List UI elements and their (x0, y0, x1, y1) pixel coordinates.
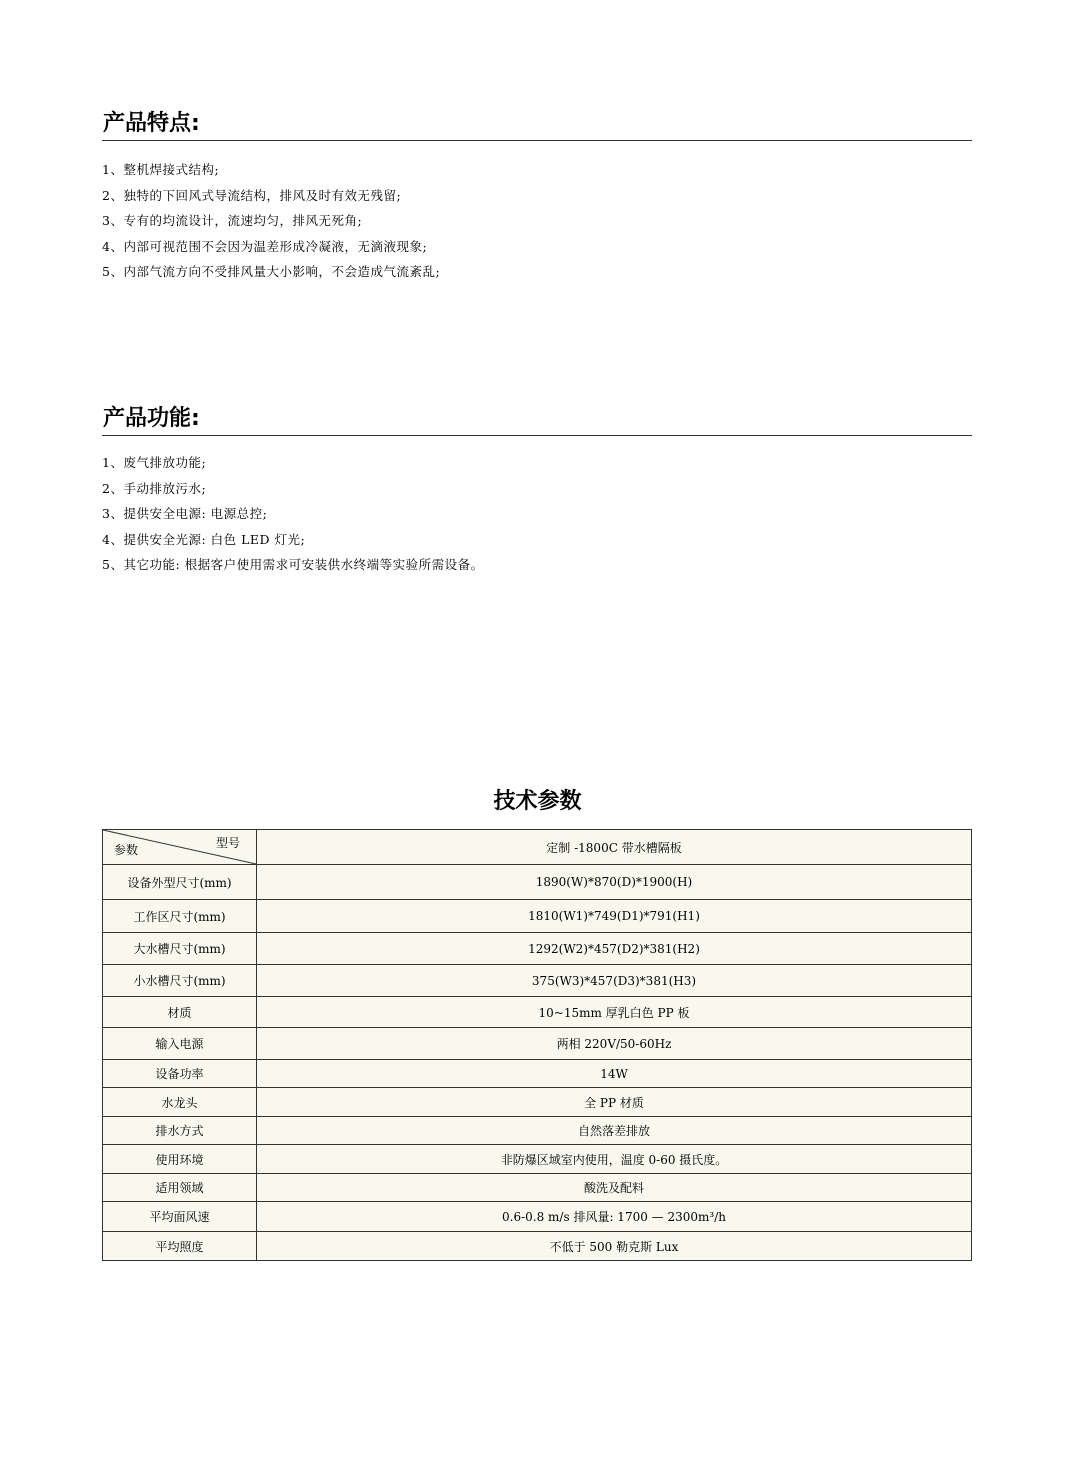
list-item: 5、其它功能: 根据客户使用需求可安装供水终端等实验所需设备。 (102, 557, 484, 572)
functions-section (102, 405, 972, 578)
list-item: 5、内部气流方向不受排风量大小影响，不会造成气流紊乱; (102, 264, 441, 279)
functions-title: 产品功能: (102, 405, 972, 436)
row-label: 水龙头 (103, 1088, 257, 1117)
row-value: 1810(W1)*749(D1)*791(H1) (257, 900, 972, 933)
features-list (102, 157, 972, 285)
row-value: 两相 220V/50-60Hz (257, 1028, 972, 1060)
row-label: 小水槽尺寸(mm) (103, 965, 257, 997)
table-row (103, 1088, 972, 1117)
list-item: 3、专有的均流设计，流速均匀，排风无死角; (102, 213, 363, 228)
table-row (103, 1174, 972, 1202)
list-item: 1、整机焊接式结构; (102, 162, 220, 177)
table-row (103, 1145, 972, 1174)
table-row (103, 830, 972, 865)
list-item: 4、提供安全光源: 白色 LED 灯光; (102, 531, 306, 547)
header-diagonal-cell (103, 830, 257, 865)
table-row (103, 933, 972, 965)
row-label: 使用环境 (103, 1145, 257, 1174)
table-row (103, 1202, 972, 1232)
row-label: 适用领域 (103, 1174, 257, 1202)
specs-title: 技术参数 (493, 789, 582, 814)
row-value: 1292(W2)*457(D2)*381(H2) (257, 933, 972, 965)
features-title: 产品特点: (102, 110, 972, 141)
row-value: 14W (257, 1060, 972, 1088)
row-value: 非防爆区域室内使用，温度 0-60 摄氏度。 (257, 1145, 972, 1174)
list-item: 3、提供安全电源: 电源总控; (102, 506, 268, 521)
row-value: 1890(W)*870(D)*1900(H) (257, 865, 972, 900)
row-value: 0.6-0.8 m/s 排风量: 1700 — 2300m³/h (257, 1202, 972, 1232)
features-section (102, 110, 972, 285)
table-row (103, 1232, 972, 1261)
row-value: 10~15mm 厚乳白色 PP 板 (257, 997, 972, 1028)
header-model-label: 型号 (215, 836, 240, 850)
table-row (103, 1060, 972, 1088)
list-item: 4、内部可视范围不会因为温差形成冷凝液，无滴液现象; (102, 238, 428, 254)
table-row (103, 1028, 972, 1060)
list-item: 2、独特的下回风式导流结构，排风及时有效无残留; (102, 187, 402, 203)
row-label: 排水方式 (103, 1117, 257, 1145)
row-label: 设备功率 (103, 1060, 257, 1088)
model-value: 定制 -1800C 带水槽隔板 (257, 830, 972, 865)
table-row (103, 997, 972, 1028)
row-value: 375(W3)*457(D3)*381(H3) (257, 965, 972, 997)
table-row (103, 1117, 972, 1145)
row-label: 平均面风速 (103, 1202, 257, 1232)
table-row (103, 965, 972, 997)
list-item: 2、手动排放污水; (102, 480, 207, 496)
table-row (103, 865, 972, 900)
row-value: 不低于 500 勒克斯 Lux (257, 1232, 972, 1261)
row-label: 设备外型尺寸(mm) (103, 865, 257, 900)
spec-table (102, 829, 972, 1261)
list-item: 1、废气排放功能; (102, 455, 207, 470)
row-label: 材质 (103, 997, 257, 1028)
header-param-label: 参数 (114, 843, 139, 857)
row-label: 工作区尺寸(mm) (103, 900, 257, 933)
row-value: 酸洗及配料 (257, 1174, 972, 1202)
row-label: 大水槽尺寸(mm) (103, 933, 257, 965)
row-label: 输入电源 (103, 1028, 257, 1060)
functions-list (102, 450, 972, 578)
row-value: 全 PP 材质 (257, 1088, 972, 1117)
table-row (103, 900, 972, 933)
row-value: 自然落差排放 (257, 1117, 972, 1145)
row-label: 平均照度 (103, 1232, 257, 1261)
